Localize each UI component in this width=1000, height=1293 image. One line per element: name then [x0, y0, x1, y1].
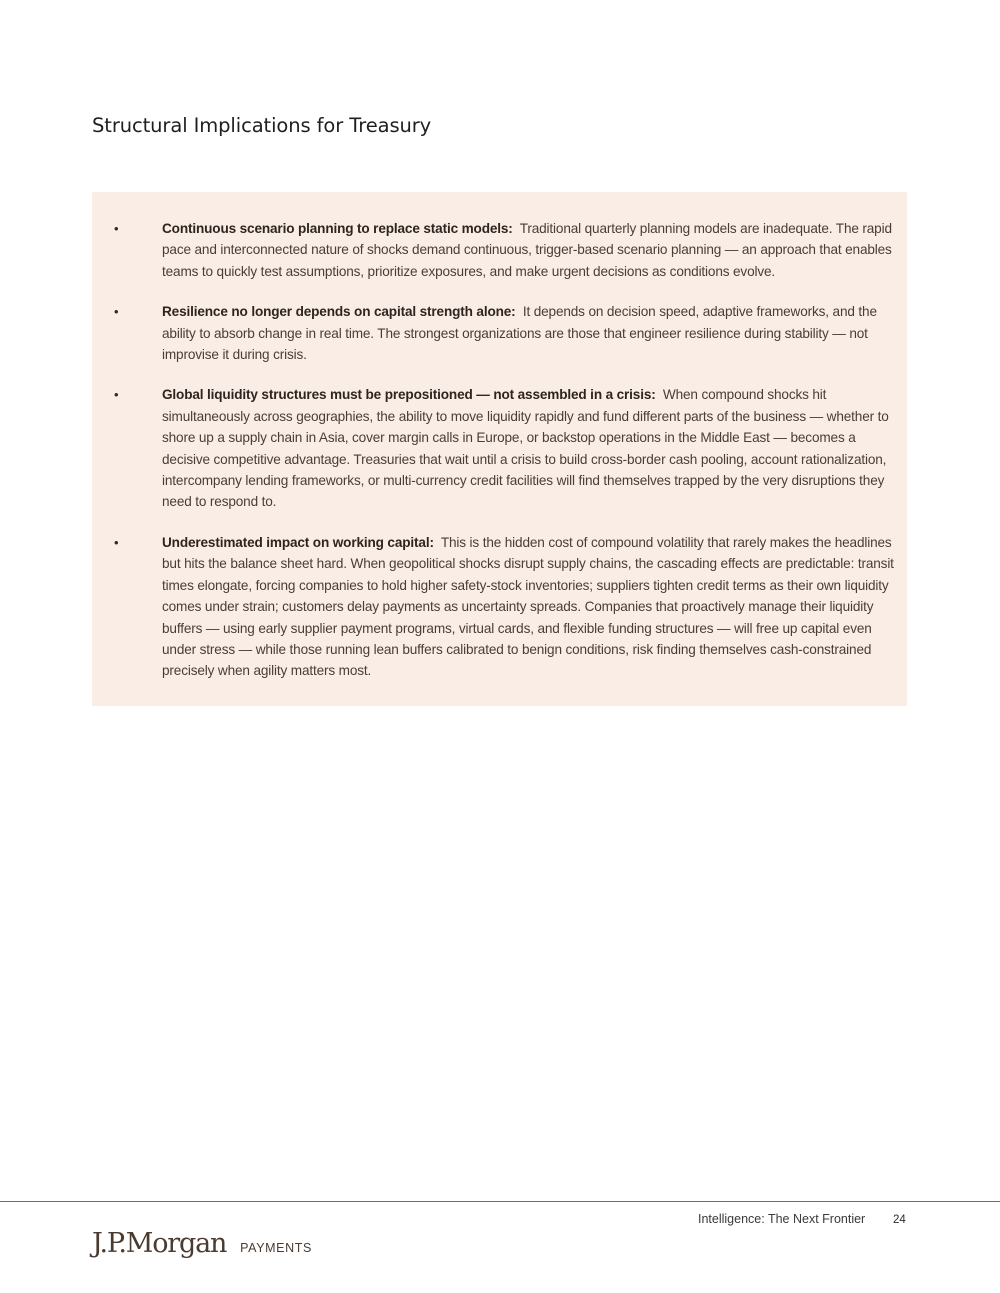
page-number: 24	[893, 1214, 906, 1226]
bullet-lead: Resilience no longer depends on capital strength alone:	[162, 304, 516, 320]
bullet-body: When compound shocks hit simultaneously across geographies, the ability to move liquidity rapidly and fund different parts of the business — whether to shore up a supply chain in Asia, cover margin calls in Europe, or backstop operations in the Middle East — becomes a decisive competitive advantage. Treasuries that wait until a crisis to build cross-border cash pooling, account rationalization, intercompany lending frameworks, or multi-currency credit facilities will find themselves trapped by the very disruptions they need to respond to.	[162, 387, 889, 510]
bullet-icon: •	[114, 221, 119, 236]
bullet-lead: Global liquidity structures must be prepositioned — not assembled in a crisis:	[162, 387, 656, 403]
bullet-body: Traditional quarterly planning models are inadequate. The rapid pace and interconnected nature of shocks demand continuous, trigger-based scenario planning — an approach that enables teams to quickly test assumptions, prioritize exposures, and make urgent decisions as conditions evolve.	[162, 221, 892, 279]
bullet-icon: •	[114, 534, 119, 550]
list-item	[92, 301, 907, 365]
list-item	[92, 384, 907, 512]
callout-box	[92, 192, 907, 706]
bullet-body: This is the hidden cost of compound volatility that rarely makes the headlines but hits the balance sheet hard. When geopolitical shocks disrupt supply chains, the cascading effects are predictable: transit times elongate, forcing companies to hold higher safety-stock inventories; suppliers tighten credit terms as their own liquidity comes under strain; customers delay payments as uncertainty spreads. Companies that proactively manage their liquidity buffers — using early supplier payment programs, virtual cards, and flexible funding structures — will free up capital even under stress — while those running lean buffers calibrated to benign conditions, risk finding themselves cash-constrained precisely when agility matters most.	[162, 534, 894, 679]
footer-divider	[0, 1201, 1000, 1202]
bullet-lead: Continuous scenario planning to replace static models:	[162, 221, 513, 236]
bullet-icon: •	[114, 304, 119, 320]
bullet-list	[92, 218, 907, 701]
jpmorgan-payments-logo	[92, 1228, 312, 1268]
footer-publication-title: Intelligence: The Next Frontier	[698, 1212, 866, 1226]
bullet-icon: •	[114, 387, 119, 403]
bullet-lead: Underestimated impact on working capital:	[162, 534, 434, 550]
logo-division-label: PAYMENTS	[240, 1241, 312, 1255]
list-item	[92, 532, 907, 682]
bullet-body: It depends on decision speed, adaptive frameworks, and the ability to absorb change in real time. The strongest organizations are those that engineer resilience during stability — not improvise it during crisis.	[162, 304, 877, 363]
logo-wordmark: J.P.Morgan	[92, 1228, 227, 1259]
list-item	[92, 218, 907, 282]
page-title: Structural Implications for Treasury	[92, 114, 432, 137]
